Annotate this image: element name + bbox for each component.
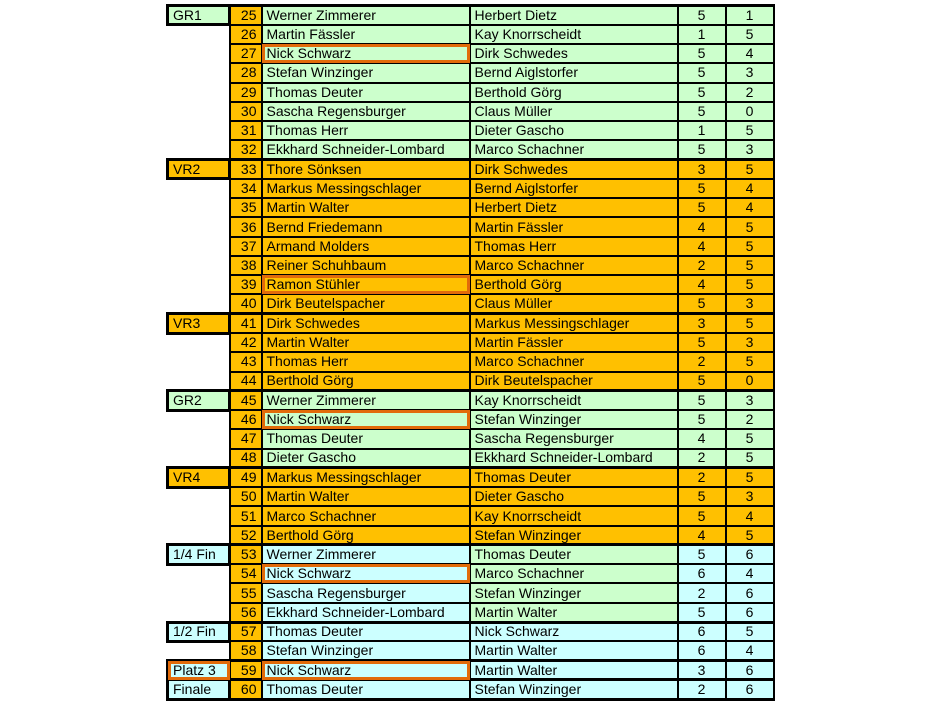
section-label-cell[interactable]: Platz 3 xyxy=(168,661,230,680)
section-label-cell xyxy=(168,294,230,313)
score2-cell[interactable]: 1 xyxy=(726,6,774,25)
match-row xyxy=(168,314,774,333)
score1-cell[interactable]: 2 xyxy=(678,680,726,699)
match-number-cell[interactable]: 36 xyxy=(230,217,262,236)
player1-cell[interactable]: Werner Zimmerer xyxy=(262,6,470,25)
match-row xyxy=(168,294,774,313)
score2-cell[interactable]: 4 xyxy=(726,506,774,525)
section-label-cell xyxy=(168,256,230,275)
player1-cell[interactable]: Sascha Regensburger xyxy=(262,102,470,121)
player1-cell[interactable]: Martin Walter xyxy=(262,487,470,506)
player1-cell[interactable]: Thomas Deuter xyxy=(262,429,470,448)
player1-cell[interactable]: Thomas Deuter xyxy=(262,680,470,699)
score1-cell[interactable]: 2 xyxy=(678,468,726,487)
player1-cell[interactable]: Werner Zimmerer xyxy=(262,391,470,410)
score1-cell[interactable]: 5 xyxy=(678,603,726,622)
section-label-cell xyxy=(168,449,230,468)
player1-cell[interactable]: Thore Sönksen xyxy=(262,160,470,179)
match-number-cell[interactable]: 43 xyxy=(230,352,262,371)
match-number-cell[interactable]: 57 xyxy=(230,622,262,641)
section-label-cell xyxy=(168,487,230,506)
score1-cell[interactable]: 5 xyxy=(678,545,726,564)
match-number-cell[interactable]: 31 xyxy=(230,121,262,140)
score1-cell[interactable]: 3 xyxy=(678,160,726,179)
match-number-cell[interactable]: 25 xyxy=(230,6,262,25)
match-row xyxy=(168,526,774,545)
player2-cell[interactable]: Marco Schachner xyxy=(470,352,678,371)
match-row xyxy=(168,140,774,159)
match-row xyxy=(168,352,774,371)
player1-cell[interactable]: Stefan Winzinger xyxy=(262,63,470,82)
player2-cell[interactable]: Berthold Görg xyxy=(470,83,678,102)
match-number-cell[interactable]: 54 xyxy=(230,564,262,583)
player2-cell[interactable]: Martin Fässler xyxy=(470,333,678,352)
score2-cell[interactable]: 3 xyxy=(726,140,774,159)
score2-cell[interactable]: 4 xyxy=(726,198,774,217)
section-label-cell xyxy=(168,102,230,121)
match-row xyxy=(168,63,774,82)
section-label-cell xyxy=(168,506,230,525)
player1-cell[interactable]: Thomas Deuter xyxy=(262,83,470,102)
player2-cell[interactable]: Dirk Beutelspacher xyxy=(470,372,678,391)
player2-cell[interactable]: Thomas Herr xyxy=(470,237,678,256)
match-number-cell[interactable]: 32 xyxy=(230,140,262,159)
section-label-cell xyxy=(168,25,230,44)
match-number-cell[interactable]: 37 xyxy=(230,237,262,256)
match-row xyxy=(168,583,774,602)
score1-cell[interactable]: 4 xyxy=(678,429,726,448)
player2-cell[interactable]: Martin Walter xyxy=(470,661,678,680)
tournament-sheet xyxy=(166,4,775,701)
match-row xyxy=(168,487,774,506)
match-table xyxy=(166,4,775,701)
match-row xyxy=(168,25,774,44)
match-row xyxy=(168,545,774,564)
match-number-cell[interactable]: 53 xyxy=(230,545,262,564)
score1-cell[interactable]: 5 xyxy=(678,83,726,102)
score2-cell[interactable]: 5 xyxy=(726,121,774,140)
score2-cell[interactable]: 6 xyxy=(726,545,774,564)
player2-cell[interactable]: Marco Schachner xyxy=(470,256,678,275)
match-row xyxy=(168,256,774,275)
section-label-cell xyxy=(168,410,230,429)
match-number-cell[interactable]: 45 xyxy=(230,391,262,410)
player2-cell[interactable]: Martin Walter xyxy=(470,603,678,622)
score2-cell[interactable]: 5 xyxy=(726,256,774,275)
score1-cell[interactable]: 5 xyxy=(678,44,726,63)
score1-cell[interactable]: 5 xyxy=(678,179,726,198)
section-label-cell[interactable]: VR2 xyxy=(168,160,230,179)
match-row xyxy=(168,44,774,63)
section-label-cell xyxy=(168,121,230,140)
player2-cell[interactable]: Herbert Dietz xyxy=(470,6,678,25)
score2-cell[interactable]: 0 xyxy=(726,372,774,391)
score2-cell[interactable]: 3 xyxy=(726,487,774,506)
match-number-cell[interactable]: 40 xyxy=(230,294,262,313)
match-row xyxy=(168,661,774,680)
player1-cell[interactable]: Martin Fässler xyxy=(262,25,470,44)
player1-cell[interactable]: Berthold Görg xyxy=(262,526,470,545)
match-number-cell[interactable]: 58 xyxy=(230,641,262,660)
player2-cell[interactable]: Dirk Schwedes xyxy=(470,44,678,63)
score2-cell[interactable]: 2 xyxy=(726,83,774,102)
player1-cell[interactable]: Bernd Friedemann xyxy=(262,217,470,236)
match-row xyxy=(168,275,774,294)
player2-cell[interactable]: Kay Knorrscheidt xyxy=(470,25,678,44)
match-row xyxy=(168,603,774,622)
match-row xyxy=(168,198,774,217)
player2-cell[interactable]: Thomas Deuter xyxy=(470,468,678,487)
player2-cell[interactable]: Stefan Winzinger xyxy=(470,583,678,602)
player1-cell[interactable]: Dirk Beutelspacher xyxy=(262,294,470,313)
match-row xyxy=(168,641,774,660)
player2-cell[interactable]: Stefan Winzinger xyxy=(470,680,678,699)
section-label-cell xyxy=(168,217,230,236)
player1-cell[interactable]: Martin Walter xyxy=(262,333,470,352)
match-row xyxy=(168,410,774,429)
player1-cell[interactable]: Thomas Herr xyxy=(262,121,470,140)
score1-cell[interactable]: 5 xyxy=(678,410,726,429)
section-label-cell xyxy=(168,44,230,63)
score1-cell[interactable]: 5 xyxy=(678,391,726,410)
score1-cell[interactable]: 5 xyxy=(678,372,726,391)
player1-cell[interactable]: Ramon Stühler xyxy=(262,275,470,294)
score2-cell[interactable]: 3 xyxy=(726,294,774,313)
player1-cell[interactable]: Nick Schwarz xyxy=(262,661,470,680)
player1-cell[interactable]: Nick Schwarz xyxy=(262,410,470,429)
score2-cell[interactable]: 5 xyxy=(726,622,774,641)
score1-cell[interactable]: 4 xyxy=(678,217,726,236)
score2-cell[interactable]: 4 xyxy=(726,641,774,660)
match-row xyxy=(168,102,774,121)
match-number-cell[interactable]: 35 xyxy=(230,198,262,217)
score1-cell[interactable]: 6 xyxy=(678,622,726,641)
section-label-cell xyxy=(168,333,230,352)
player2-cell[interactable]: Berthold Görg xyxy=(470,275,678,294)
player1-cell[interactable]: Reiner Schuhbaum xyxy=(262,256,470,275)
section-label-cell xyxy=(168,140,230,159)
match-row xyxy=(168,622,774,641)
player1-cell[interactable]: Nick Schwarz xyxy=(262,564,470,583)
match-row xyxy=(168,121,774,140)
match-number-cell[interactable]: 26 xyxy=(230,25,262,44)
score2-cell[interactable]: 5 xyxy=(726,468,774,487)
score1-cell[interactable]: 6 xyxy=(678,641,726,660)
player1-cell[interactable]: Berthold Görg xyxy=(262,372,470,391)
score1-cell[interactable]: 1 xyxy=(678,121,726,140)
score2-cell[interactable]: 5 xyxy=(726,314,774,333)
score1-cell[interactable]: 5 xyxy=(678,63,726,82)
player2-cell[interactable]: Claus Müller xyxy=(470,294,678,313)
match-number-cell[interactable]: 50 xyxy=(230,487,262,506)
match-row xyxy=(168,6,774,25)
section-label-cell xyxy=(168,198,230,217)
score2-cell[interactable]: 5 xyxy=(726,275,774,294)
score2-cell[interactable]: 5 xyxy=(726,352,774,371)
player1-cell[interactable]: Nick Schwarz xyxy=(262,44,470,63)
match-number-cell[interactable]: 49 xyxy=(230,468,262,487)
match-row xyxy=(168,217,774,236)
match-number-cell[interactable]: 60 xyxy=(230,680,262,699)
score1-cell[interactable]: 2 xyxy=(678,583,726,602)
match-number-cell[interactable]: 55 xyxy=(230,583,262,602)
player1-cell[interactable]: Markus Messingschlager xyxy=(262,468,470,487)
match-row xyxy=(168,179,774,198)
match-row xyxy=(168,391,774,410)
match-row xyxy=(168,429,774,448)
score1-cell[interactable]: 2 xyxy=(678,449,726,468)
match-number-cell[interactable]: 48 xyxy=(230,449,262,468)
match-row xyxy=(168,564,774,583)
match-number-cell[interactable]: 28 xyxy=(230,63,262,82)
score2-cell[interactable]: 3 xyxy=(726,391,774,410)
match-row xyxy=(168,449,774,468)
match-number-cell[interactable]: 27 xyxy=(230,44,262,63)
player1-cell[interactable]: Markus Messingschlager xyxy=(262,179,470,198)
score1-cell[interactable]: 2 xyxy=(678,352,726,371)
section-label-cell[interactable]: VR4 xyxy=(168,468,230,487)
match-number-cell[interactable]: 59 xyxy=(230,661,262,680)
player2-cell[interactable]: Nick Schwarz xyxy=(470,622,678,641)
match-row xyxy=(168,160,774,179)
match-number-cell[interactable]: 42 xyxy=(230,333,262,352)
player1-cell[interactable]: Martin Walter xyxy=(262,198,470,217)
player1-cell[interactable]: Ekkhard Schneider-Lombard xyxy=(262,603,470,622)
player2-cell[interactable]: Dieter Gascho xyxy=(470,121,678,140)
match-number-cell[interactable]: 30 xyxy=(230,102,262,121)
score1-cell[interactable]: 1 xyxy=(678,25,726,44)
score1-cell[interactable]: 5 xyxy=(678,6,726,25)
score1-cell[interactable]: 5 xyxy=(678,333,726,352)
score2-cell[interactable]: 6 xyxy=(726,661,774,680)
score2-cell[interactable]: 5 xyxy=(726,429,774,448)
score1-cell[interactable]: 4 xyxy=(678,526,726,545)
player2-cell[interactable]: Claus Müller xyxy=(470,102,678,121)
score2-cell[interactable]: 5 xyxy=(726,25,774,44)
player2-cell[interactable]: Martin Fässler xyxy=(470,217,678,236)
player1-cell[interactable]: Werner Zimmerer xyxy=(262,545,470,564)
score2-cell[interactable]: 5 xyxy=(726,217,774,236)
score1-cell[interactable]: 5 xyxy=(678,487,726,506)
player2-cell[interactable]: Sascha Regensburger xyxy=(470,429,678,448)
player2-cell[interactable]: Kay Knorrscheidt xyxy=(470,506,678,525)
score1-cell[interactable]: 5 xyxy=(678,506,726,525)
player2-cell[interactable]: Thomas Deuter xyxy=(470,545,678,564)
match-number-cell[interactable]: 34 xyxy=(230,179,262,198)
match-row xyxy=(168,506,774,525)
score1-cell[interactable]: 3 xyxy=(678,314,726,333)
score2-cell[interactable]: 3 xyxy=(726,333,774,352)
match-number-cell[interactable]: 44 xyxy=(230,372,262,391)
score1-cell[interactable]: 2 xyxy=(678,256,726,275)
score1-cell[interactable]: 5 xyxy=(678,140,726,159)
section-label-cell[interactable]: VR3 xyxy=(168,314,230,333)
score2-cell[interactable]: 4 xyxy=(726,44,774,63)
score1-cell[interactable]: 6 xyxy=(678,564,726,583)
player1-cell[interactable]: Dirk Schwedes xyxy=(262,314,470,333)
section-label-cell[interactable]: 1/4 Fin xyxy=(168,545,230,564)
match-row xyxy=(168,680,774,699)
section-label-cell xyxy=(168,603,230,622)
section-label-cell xyxy=(168,372,230,391)
score1-cell[interactable]: 4 xyxy=(678,275,726,294)
player2-cell[interactable]: Martin Walter xyxy=(470,641,678,660)
match-number-cell[interactable]: 51 xyxy=(230,506,262,525)
score1-cell[interactable]: 5 xyxy=(678,294,726,313)
player1-cell[interactable]: Marco Schachner xyxy=(262,506,470,525)
player1-cell[interactable]: Sascha Regensburger xyxy=(262,583,470,602)
score1-cell[interactable]: 5 xyxy=(678,198,726,217)
match-number-cell[interactable]: 29 xyxy=(230,83,262,102)
match-number-cell[interactable]: 56 xyxy=(230,603,262,622)
section-label-cell[interactable]: Finale xyxy=(168,680,230,699)
match-number-cell[interactable]: 41 xyxy=(230,314,262,333)
section-label-cell[interactable]: 1/2 Fin xyxy=(168,622,230,641)
match-number-cell[interactable]: 52 xyxy=(230,526,262,545)
section-label-cell[interactable]: GR1 xyxy=(168,6,230,25)
section-label-cell xyxy=(168,564,230,583)
player2-cell[interactable]: Stefan Winzinger xyxy=(470,526,678,545)
player2-cell[interactable]: Ekkhard Schneider-Lombard xyxy=(470,449,678,468)
player1-cell[interactable]: Dieter Gascho xyxy=(262,449,470,468)
score1-cell[interactable]: 3 xyxy=(678,661,726,680)
score2-cell[interactable]: 4 xyxy=(726,179,774,198)
section-label-cell xyxy=(168,83,230,102)
player2-cell[interactable]: Dirk Schwedes xyxy=(470,160,678,179)
score1-cell[interactable]: 4 xyxy=(678,237,726,256)
player2-cell[interactable]: Bernd Aiglstorfer xyxy=(470,63,678,82)
score2-cell[interactable]: 0 xyxy=(726,102,774,121)
section-label-cell xyxy=(168,641,230,660)
player2-cell[interactable]: Markus Messingschlager xyxy=(470,314,678,333)
score2-cell[interactable]: 2 xyxy=(726,410,774,429)
match-number-cell[interactable]: 39 xyxy=(230,275,262,294)
player1-cell[interactable]: Armand Molders xyxy=(262,237,470,256)
score2-cell[interactable]: 5 xyxy=(726,160,774,179)
score2-cell[interactable]: 3 xyxy=(726,63,774,82)
section-label-cell xyxy=(168,179,230,198)
score2-cell[interactable]: 5 xyxy=(726,449,774,468)
section-label-cell xyxy=(168,237,230,256)
section-label-cell xyxy=(168,583,230,602)
match-row xyxy=(168,83,774,102)
player2-cell[interactable]: Marco Schachner xyxy=(470,564,678,583)
match-number-cell[interactable]: 47 xyxy=(230,429,262,448)
section-label-cell xyxy=(168,526,230,545)
score2-cell[interactable]: 4 xyxy=(726,564,774,583)
player2-cell[interactable]: Herbert Dietz xyxy=(470,198,678,217)
player1-cell[interactable]: Thomas Herr xyxy=(262,352,470,371)
player2-cell[interactable]: Bernd Aiglstorfer xyxy=(470,179,678,198)
match-number-cell[interactable]: 33 xyxy=(230,160,262,179)
score2-cell[interactable]: 5 xyxy=(726,237,774,256)
score2-cell[interactable]: 6 xyxy=(726,603,774,622)
player1-cell[interactable]: Thomas Deuter xyxy=(262,622,470,641)
player2-cell[interactable]: Dieter Gascho xyxy=(470,487,678,506)
score2-cell[interactable]: 6 xyxy=(726,583,774,602)
player2-cell[interactable]: Marco Schachner xyxy=(470,140,678,159)
match-row xyxy=(168,333,774,352)
section-label-cell[interactable]: GR2 xyxy=(168,391,230,410)
section-label-cell xyxy=(168,63,230,82)
match-row xyxy=(168,237,774,256)
match-row xyxy=(168,372,774,391)
player1-cell[interactable]: Stefan Winzinger xyxy=(262,641,470,660)
player2-cell[interactable]: Kay Knorrscheidt xyxy=(470,391,678,410)
match-number-cell[interactable]: 38 xyxy=(230,256,262,275)
score2-cell[interactable]: 5 xyxy=(726,526,774,545)
score2-cell[interactable]: 6 xyxy=(726,680,774,699)
section-label-cell xyxy=(168,352,230,371)
player2-cell[interactable]: Stefan Winzinger xyxy=(470,410,678,429)
section-label-cell xyxy=(168,429,230,448)
section-label-cell xyxy=(168,275,230,294)
player1-cell[interactable]: Ekkhard Schneider-Lombard xyxy=(262,140,470,159)
match-number-cell[interactable]: 46 xyxy=(230,410,262,429)
match-row xyxy=(168,468,774,487)
score1-cell[interactable]: 5 xyxy=(678,102,726,121)
